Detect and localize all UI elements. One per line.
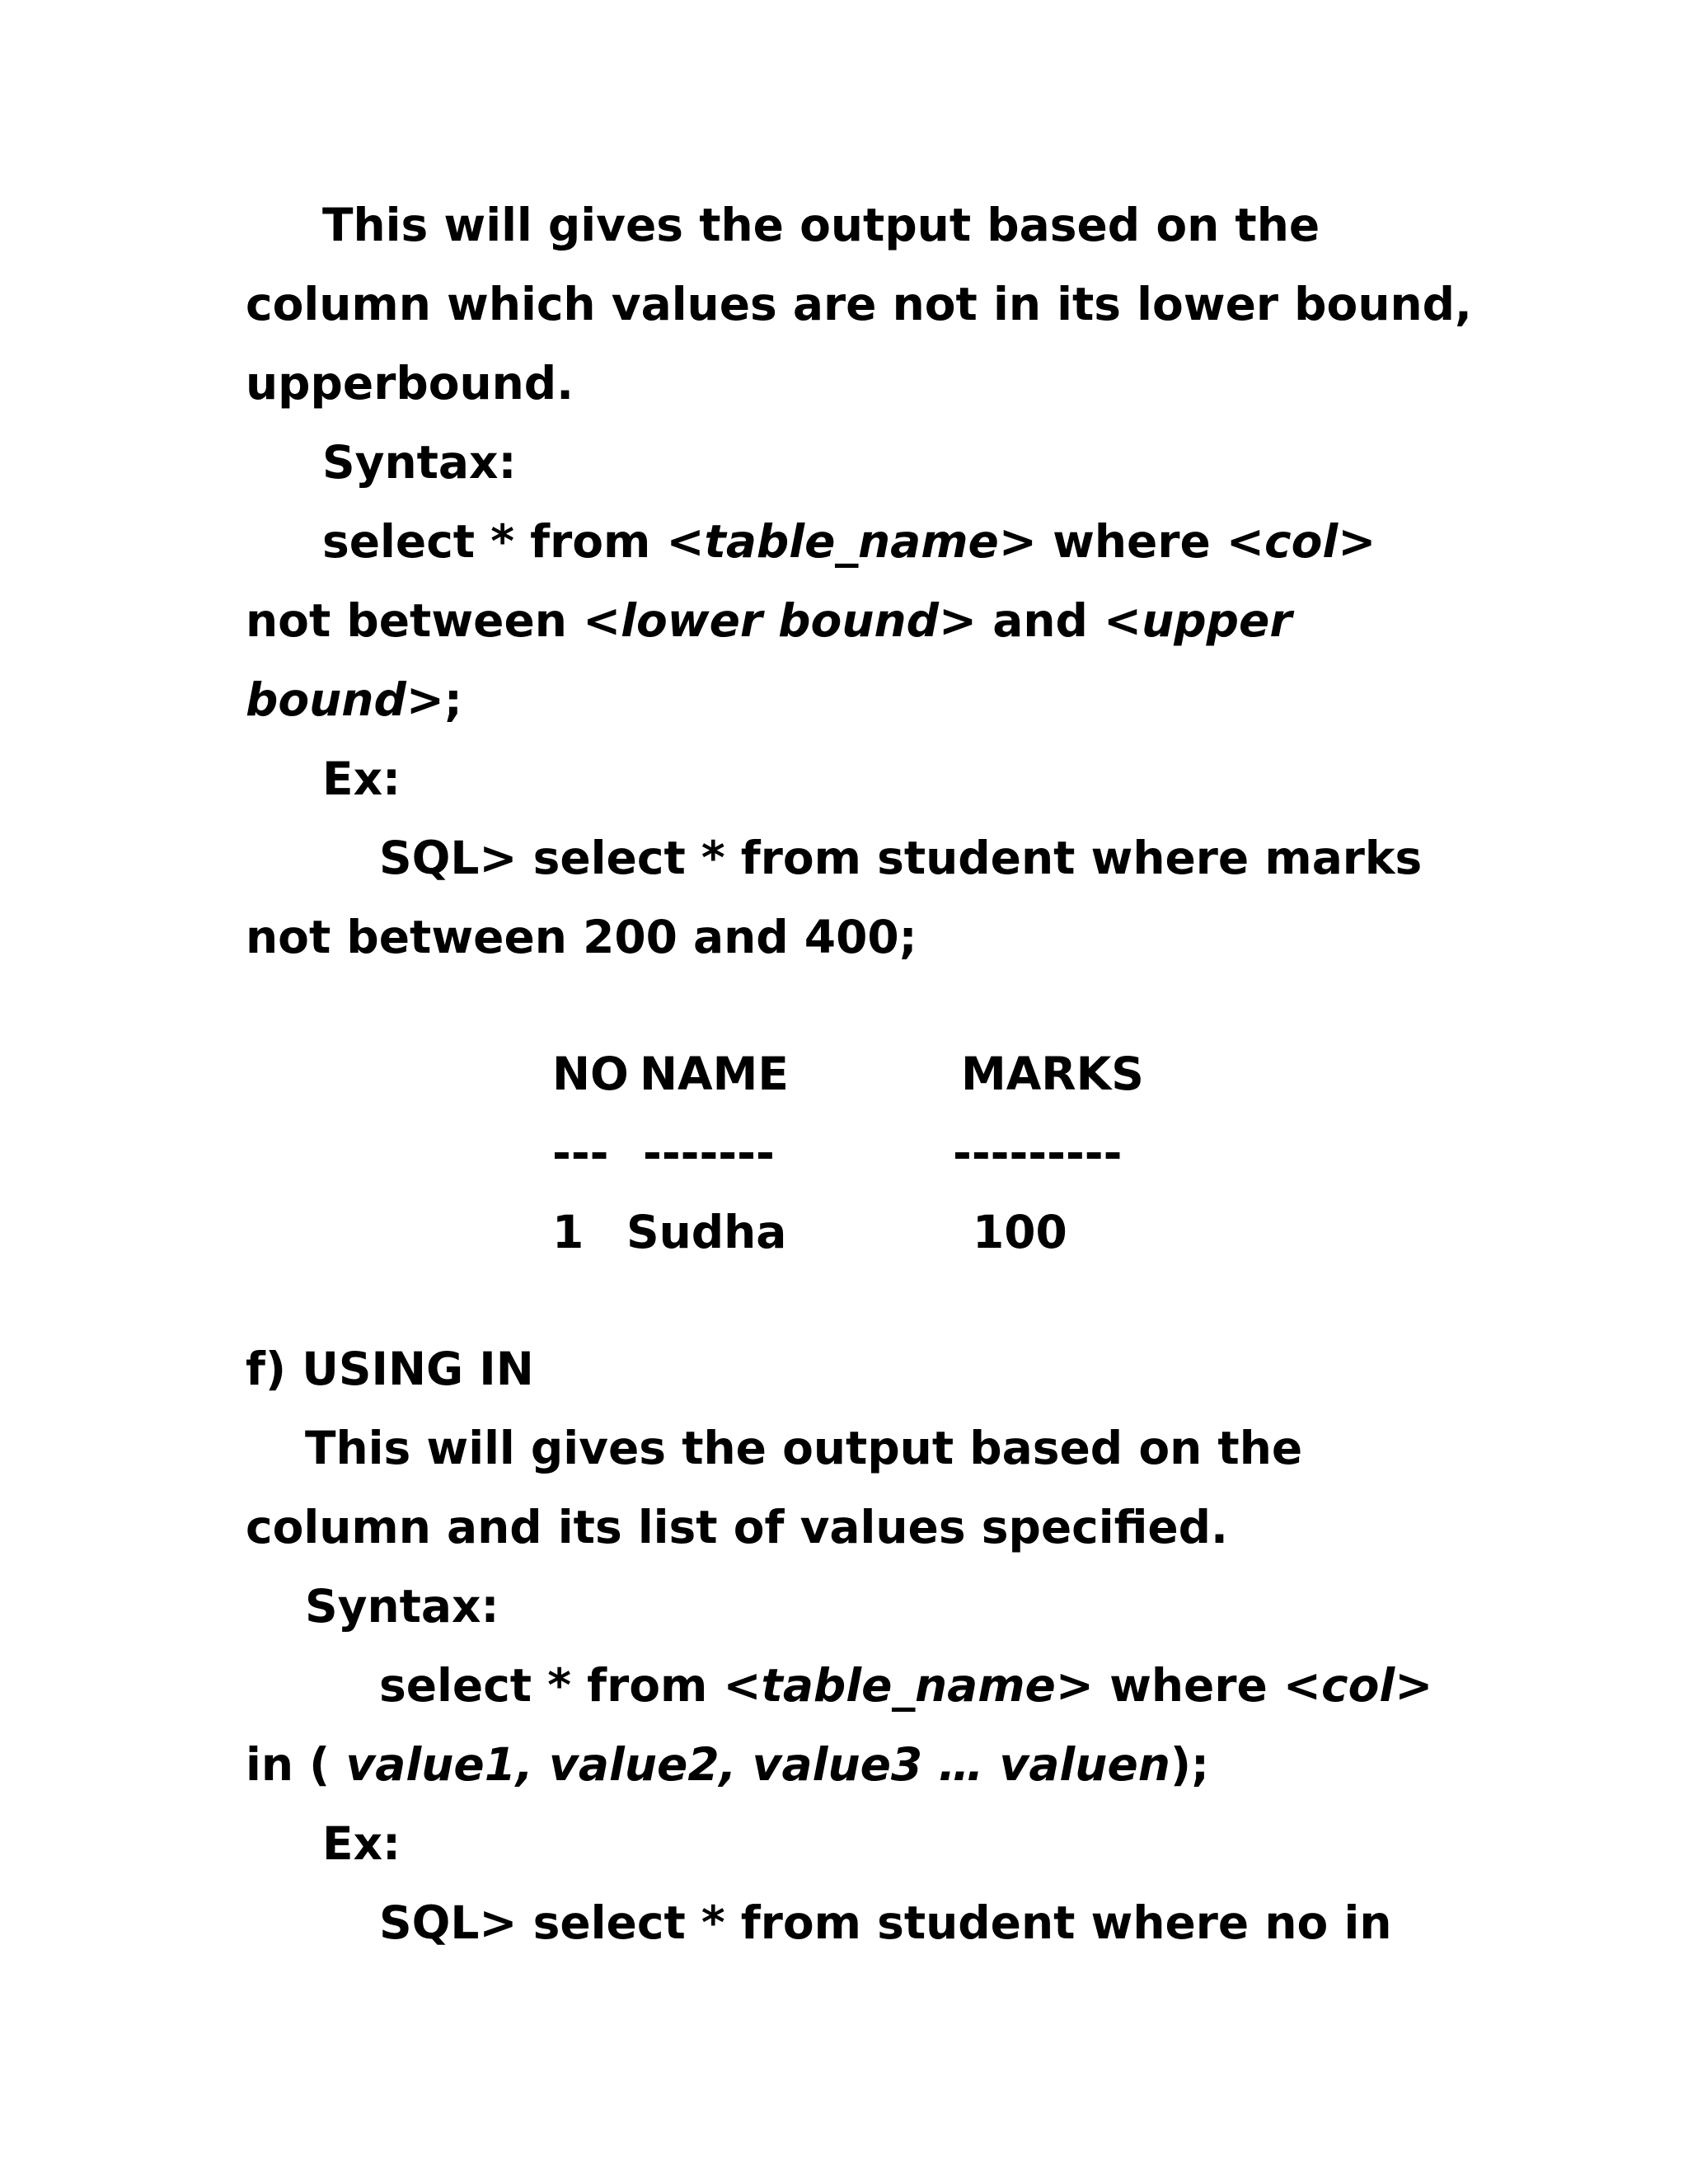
syntax-placeholder: bound	[246, 673, 406, 726]
syntax-placeholder: col	[1321, 1659, 1395, 1712]
table-separator: ---------	[953, 1127, 1123, 1179]
syntax-text: > and <	[939, 594, 1142, 647]
syntax-placeholder: col	[1264, 515, 1339, 568]
syntax-text: >	[1395, 1659, 1433, 1712]
syntax-label: Syntax:	[322, 436, 517, 489]
description-line: column which values are not in its lower bound,	[246, 278, 1472, 330]
syntax-line	[246, 594, 1292, 647]
table-cell: 1	[552, 1206, 584, 1258]
section-heading: f) USING IN	[246, 1343, 534, 1395]
syntax-placeholder: table_name	[704, 515, 999, 568]
syntax-line	[379, 1659, 1433, 1712]
table-cell: 100	[973, 1206, 1067, 1258]
syntax-text: select * from <	[322, 515, 705, 568]
syntax-placeholder: lower bound	[621, 594, 940, 647]
syntax-text: select * from <	[379, 1659, 762, 1712]
syntax-line	[322, 515, 1376, 568]
syntax-line	[246, 673, 462, 726]
table-header-name: NAME	[640, 1047, 789, 1100]
example-query: not between 200 and 400;	[246, 911, 917, 963]
example-query: SQL> select * from student where no in	[379, 1896, 1392, 1949]
description-line: This will gives the output based on the	[322, 199, 1320, 251]
example-label: Ex:	[322, 752, 401, 805]
example-label: Ex:	[322, 1817, 401, 1870]
syntax-label: Syntax:	[305, 1580, 499, 1633]
syntax-placeholder: value1, value2, value3 … valuen	[345, 1738, 1170, 1791]
syntax-text: not between <	[246, 594, 621, 647]
table-cell: Sudha	[626, 1206, 787, 1258]
syntax-text: > where <	[998, 515, 1265, 568]
description-line: column and its list of values specified.	[246, 1501, 1228, 1554]
syntax-text: in (	[246, 1738, 346, 1791]
syntax-line	[246, 1738, 1210, 1791]
description-line: upperbound.	[246, 357, 574, 410]
example-query: SQL> select * from student where marks	[379, 832, 1423, 884]
syntax-placeholder: table_name	[761, 1659, 1056, 1712]
syntax-text: > where <	[1055, 1659, 1322, 1712]
table-header-marks: MARKS	[961, 1047, 1144, 1100]
syntax-text: >	[1338, 515, 1376, 568]
table-separator: -------	[643, 1127, 775, 1179]
syntax-placeholder: upper	[1142, 594, 1292, 647]
syntax-text: >;	[406, 673, 462, 726]
description-line: This will gives the output based on the	[305, 1422, 1303, 1474]
table-header-no: NO	[552, 1047, 629, 1100]
table-separator: ---	[552, 1127, 609, 1179]
syntax-text: );	[1170, 1738, 1210, 1791]
